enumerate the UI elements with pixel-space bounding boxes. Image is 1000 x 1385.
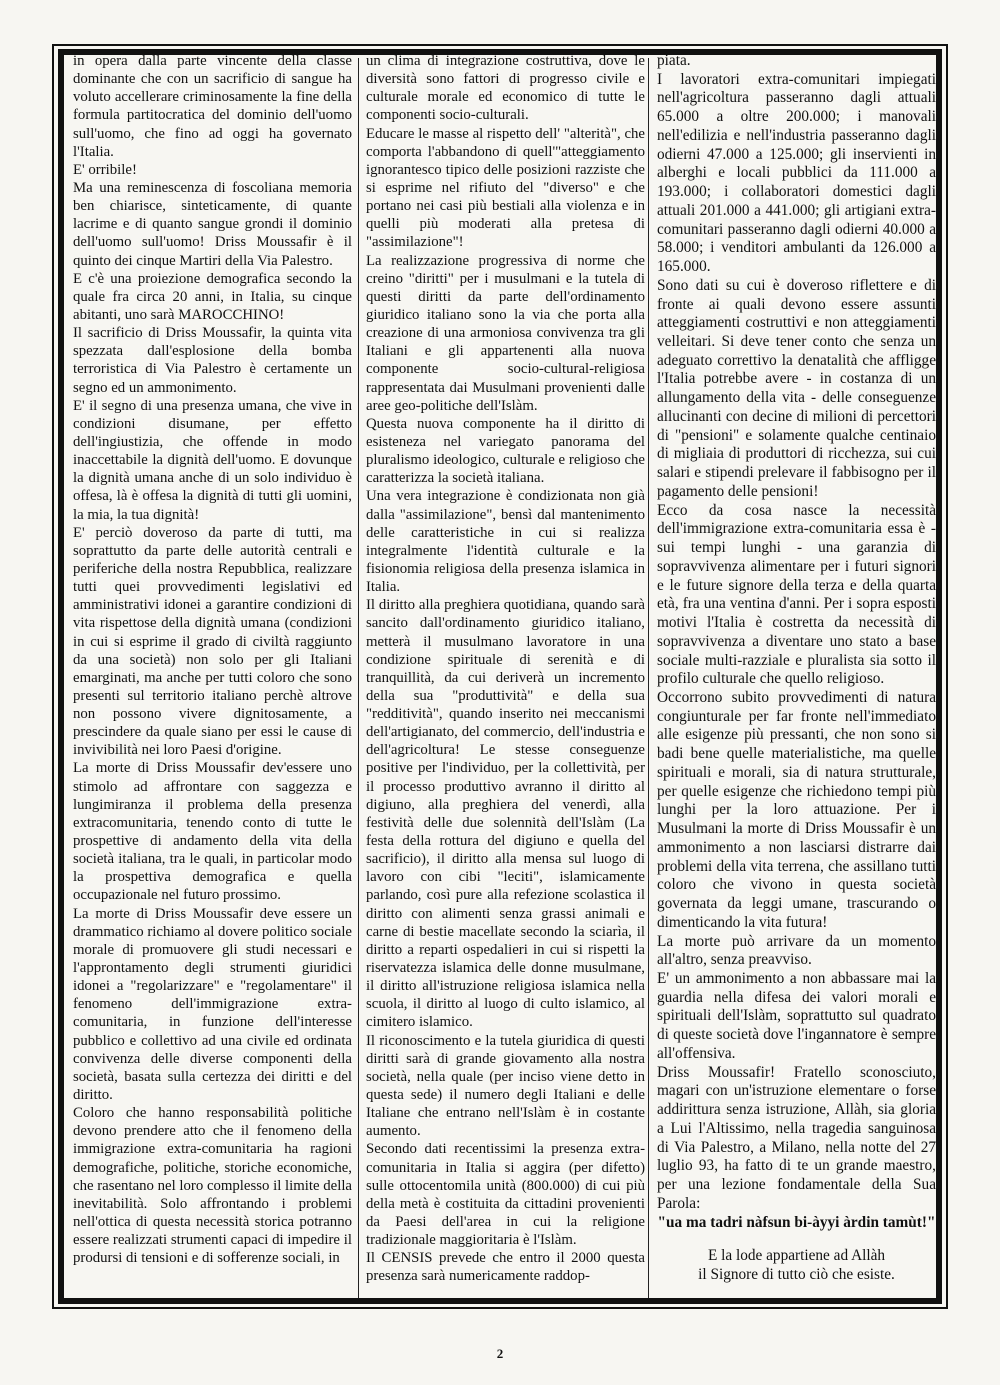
text-column-1 (73, 52, 352, 1267)
paragraph: La morte di Driss Moussafir dev'essere uno stimolo ad affrontare con saggezza e lungimiranza il problema della presenza extracomunitaria, tenendo conto di tutte le prospettive di andamento della vita della società italiana, tra le quali, in particolar modo la prospettiva demografica e quella occupazionale nel futuro prossimo. (73, 760, 352, 904)
closing-line: E la lode appartiene ad Allàh (707, 1247, 886, 1265)
paragraph: E' orribile! (73, 161, 137, 178)
paragraph: Sono dati su cui è doveroso riflettere e di fronte ai quali devono essere assunti atteggiamenti costruttivi e non atteggiamenti velleitari. Si deve tener conto che senza un adeguato correttivo la denatalità che affligge l'Italia potrebbe avere - in costanza di un allungamento della vita - delle conseguenze allucinanti con decine di milioni di percettori di "pensioni" e solamente qualche centinaio di migliaia di produttori di ricchezza, sui cui salari e stipendi prelevare il fabbisogno per il pagamento delle pensioni! (657, 276, 936, 500)
page-number: 2 (496, 1346, 504, 1361)
paragraph: E' perciò doveroso da parte di tutti, ma soprattutto da parte delle autorità centrali e periferiche della nostra Repubblica, realizzare tutti quei provvedimenti legislativi ed amministrativi idonei a garantire condizioni di vita rispettose della dignità umana (condizioni in cui si esprime il grado di civiltà raggiunto da una società) non solo per gli Italiani emarginati, ma anche per tutti coloro che sono presenti sul territorio italiano perchè altrove non possono vivere dignitosamente, a prescindere da quale siano per essi le cause di invivibilità nei loro Paesi d'origine. (73, 524, 352, 759)
closing-line: il Signore di tutto ciò che esiste. (698, 1266, 895, 1283)
paragraph: Coloro che hanno responsabilità politiche devono prendere atto che il fenomeno della immigrazione extra-comunitaria ha ragioni demografiche, politiche, storiche economiche, che rasentano nel loro complesso il limite della inevitabilità. Solo affrontando i problemi nell'ottica di questa necessità storica potranno essere realizzati strumenti capaci di impedire il prodursi di tensioni e di sofferenze sociali, in (73, 1105, 353, 1267)
column-divider (648, 58, 649, 1298)
paragraph: Questa nuova componente ha il diritto di esisteneza nel variegato panorama del pluralismo ideologico, culturale e religioso che caratterizza la società italiana. (366, 415, 645, 487)
paragraph: Il riconoscimento e la tutela giuridica di questi diritti sarà di grande giovamento alla nostra società, nella quale (per inciso viene detto in questa sede) il numero degli Italiani e delle Italiane che entrano nell'Islàm è in costante aumento. (366, 1032, 645, 1140)
paragraph: La morte può arrivare da un momento all'altro, senza preavviso. (657, 932, 936, 969)
paragraph: La morte di Driss Moussafir deve essere un drammatico richiamo al dovere politico sociale morale di promuovere gli studi necessari e l'approntamento degli strumenti giuridici idonei a "regolarizzare" e "regolamentare" il fenomeno dell'immigrazione extra-comunitaria, in funzione dell'interesse pubblico e collettivo ad una civile ed ordinata convivenza delle diverse componenti della società, basata sulla certezza dei diritti e del diritto. (73, 905, 352, 1104)
paragraph: Ma una reminescenza di foscoliana memoria ben chiarisce, sinteticamente, di quante lacrime e di quanto sangue grondi il dominio dell'uomo sull'uomo! Driss Moussafir è il quinto dei cinque Martiri della Via Palestro. (73, 179, 352, 269)
paragraph: Il CENSIS prevede che entro il 2000 questa presenza sarà numericamente raddop- (366, 1250, 645, 1285)
text-column-3 (657, 52, 936, 1285)
column-divider (358, 58, 359, 1298)
paragraph: E c'è una proiezione demografica secondo la quale fra circa 20 anni, in Italia, su cinque abitanti, uno sarà MAROCCHINO! (73, 270, 352, 323)
paragraph: Occorrono subito provvedimenti di natura congiunturale per far fronte nell'immediato alle esigenze più pressanti, che non sono si badi bene quelle materialistiche, ma quelle spirituali e morali, sia di natura strutturale, per quelle esigenze che richiedono tempi più lunghi per la loro attuazione. Per i Musulmani la morte di Driss Moussafir è un ammonimento a non lasciarsi distrarre dai problemi della vita terrena, che assillano tutti coloro che vivono in questa società governata da leggi umane, trascurando o dimenticando la vita futura! (657, 688, 936, 931)
paragraph: E' un ammonimento a non abbassare mai la guardia nella difesa dei valori morali e spirituali dell'Islàm, soprattutto sul quadrato di queste società dove l'ingannatore è sempre all'offensiva. (657, 969, 936, 1062)
paragraph: Driss Moussafir! Fratello sconosciuto, magari con un'istruzione elementare o forse addirittura senza istruzione, Allàh, sia gloria a Lui l'Altissimo, nella tragedia sanguinosa di Via Palestro, a Milano, nella notte del 27 luglio 93, ha fatto di te un grande maestro, per una lezione fondamentale della Sua Parola: (657, 1063, 936, 1212)
paragraph: E' il segno di una presenza umana, che vive in condizioni disumane, per effetto dell'ingiustizia, che offende in modo inaccettabile la dignità dell'uomo. E dovunque la dignità umana anche di un solo individuo è offesa, là è offesa la dignità di tutti gli uomini, la mia, la tua dignità! (73, 397, 352, 523)
paragraph: un clima di integrazione costruttiva, dove le diversità sono fattori di progresso civile e culturale morale ed economico di tutte le componenti socio-culturali. (366, 53, 645, 124)
paragraph: La realizzazione progressiva di norme che creino "diritti" per i musulmani e la tutela di questi diritti da parte dell'ordinamento giuridico italiano sono la via che porta alla creazione di una armoniosa convivenza tra gli Italiani e gli appartenenti alla nuova componente socio-cultural-religiosa rappresentata dai Musulmani provenienti dalle aree geo-politiche dell'Islàm. (366, 252, 645, 414)
paragraph: Educare le masse al rispetto dell' "alterità", che comporta l'abbandono di quell'"atteggiamento ignorantesco tipico delle posizioni razziste che si esprime nel rifiuto del "diverso" e che portano nei casi più bestiali alla violenza e in quelli più moderati alla pretesa di "assimilazione"! (366, 125, 645, 251)
paragraph: I lavoratori extra-comunitari impiegati nell'agricoltura passeranno dagli attuali 65.000 a oltre 200.000; i manovali nell'edilizia e nell'industria passeranno dagli odierni 47.000 a 125.000; gli inservienti in alberghi e locali pubblici da 111.000 a 193.000; i collaboratori domestici dagli attuali 201.000 a 441.000; gli artigiani extra-comunitari passeranno dagli odierni 40.000 a 58.000; i venditori ambulanti da 126.000 a 165.000. (657, 70, 936, 276)
paragraph: Il sacrificio di Driss Moussafir, la quinta vita spezzata dall'esplosione della bomba terroristica di Via Palestro è certamente un segno ed un ammonimento. (73, 325, 352, 396)
paragraph: Il diritto alla preghiera quotidiana, quando sarà sancito dall'ordinamento giuridico italiano, metterà il musulmano lavoratore in una condizione spirituale di serenità e di tranquillità, da cui deriverà un incremento della sua "produttività" e della sua "redditività", quando inserito nei meccanismi dell'artigianato, del commercio, dell'industria e dell'agricoltura! Le stesse conseguenze positive per l'individuo, per la collettività, per il processo produttivo avranno il diritto al digiuno, alla preghiera del venerdì, alla festività delle due solennità dell'Islàm (La festa della rottura del digiuno e quella del sacrificio), il diritto alla mensa sul luogo di lavoro con cibi "leciti", islamicamente parlando, così pure alla refezione scolastica il diritto con alimenti senza grassi animali e carne di bestie macellate secondo la sciarìa, il diritto a reparti ospedalieri in cui si rispetti la riservatezza islamica delle donne musulmane, il diritto all'istruzione religiosa islamica nella scuola, il diritto al luogo di culto islamico, al cimitero islamico. (366, 597, 645, 1031)
paragraph: piata. (657, 52, 691, 69)
arabic-quote: "ua ma tadri nàfsun bi-àyyi àrdin tamùt!" (657, 1213, 936, 1231)
paragraph: Una vera integrazione è condizionata non già dalla "assimilazione", bensì dal mantenimento delle caratteristiche in cui si realizza integralmente l'identità culturale e la fisionomia religiosa della presenza islamica in Italia. (366, 488, 645, 596)
paragraph: Secondo dati recentissimi la presenza extra-comunitaria in Italia si aggira (per difetto) sulle ottocentomila unità (800.000) di cui più della metà è costituita da cittadini provenienti da Paesi dell'area in cui la religione tradizionale maggioritaria è l'Islàm. (366, 1141, 645, 1249)
text-column-2 (366, 52, 645, 1286)
paragraph: in opera dalla parte vincente della classe dominante che con un sacrificio di sangue ha voluto accellerare criminosamente la fine della formula partitocratica del dominio dell'uomo sull'uomo, che fino ad oggi ha governato l'Italia. (73, 53, 352, 160)
paragraph: Ecco da cosa nasce la necessità dell'immigrazione extra-comunitaria essa è - sui tempi lunghi - una garanzia di sopravvivenza alimentare per i futuri signori e le future signore della terza e della quarta età, fra una ventina d'anni. Per i sopra esposti motivi l'Italia è costretta da necessità di sopravvivenza a diventare uno stato a base sociale multi-razziale e pluralista sia sotto il profilo culturale che quello religioso. (657, 501, 936, 688)
